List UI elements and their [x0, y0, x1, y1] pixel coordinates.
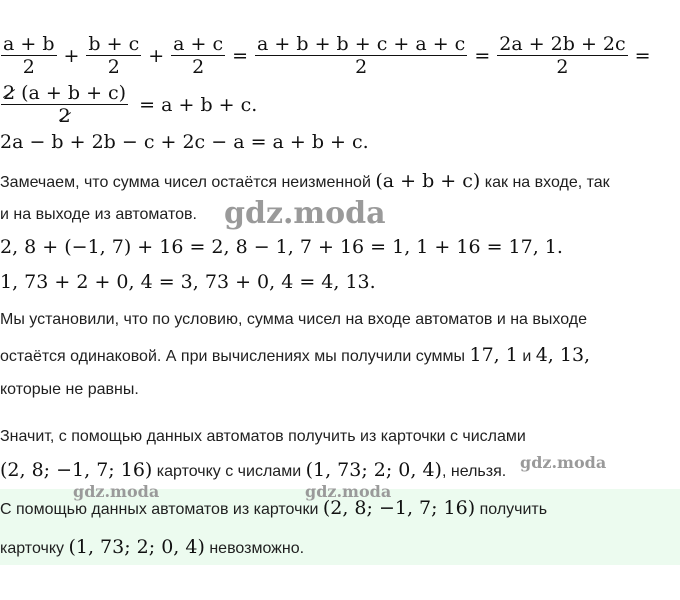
fraction-a-plus-b: $\frac{a + b}{2}$ [3, 33, 55, 78]
fraction-cancelled: $\frac{2 (a + b + c)}{2}$ [3, 82, 127, 127]
fraction-a-plus-c: $\frac{a + c}{2}$ [173, 33, 224, 78]
paragraph-comparison-line1: Мы установили, что по условию, сумма чисел на входе автоматов и на выходе [0, 311, 587, 328]
watermark-small-right: gdz.moda [520, 453, 607, 472]
fraction-doubled: $\frac{2a + 2b + 2c}{2}$ [499, 33, 626, 78]
cancelled-two-denominator: 2 [58, 105, 71, 127]
paragraph-observation: Замечаем, что сумма чисел остаётся неизменной (a + b + c) как на входе, так [0, 170, 610, 192]
equation-second-card-sum: 1, 73 + 2 + 0, 4 = 3, 73 + 0, 4 = 4, 13. [0, 271, 376, 293]
watermark-logo: gdz.moda [224, 196, 386, 231]
equation-sum-fractions: $\frac{a + b}{2}$ + $\frac{b + c}{2}$ + $\frac{a + c}{2}$ = $\frac{a + b + b + c + a + c}{2}$ = $\frac{2a + 2b + 2c}{2}$ = [3, 33, 651, 78]
equation-first-card-sum: 2, 8 + (−1, 7) + 16 = 2, 8 − 1, 7 + 16 = 1, 1 + 16 = 17, 1. [0, 236, 563, 258]
cancelled-two: 2 [3, 82, 16, 104]
paragraph-comparison-line2: остаётся одинаковой. А при вычислениях мы получили суммы 17, 1 и 4, 13, [0, 344, 591, 366]
paragraph-observation-cont: и на выходе из автоматов. [0, 206, 197, 223]
watermark-small-center: gdz.moda [305, 482, 392, 501]
answer-line1: С помощью данных автоматов из карточки (2, 8; −1, 7; 16) получить [0, 497, 548, 519]
paragraph-comparison-line3: которые не равны. [0, 381, 139, 398]
watermark-small-left: gdz.moda [73, 482, 160, 501]
paragraph-conclusion-line2: (2, 8; −1, 7; 16) карточку с числами (1, 73; 2; 0, 4), нельзя. [0, 459, 507, 481]
equation-simplified: 2a − b + 2b − c + 2c − a = a + b + c. [0, 131, 369, 153]
paragraph-conclusion-line1: Значит, с помощью данных автоматов получить из карточки с числами [0, 428, 526, 445]
fraction-b-plus-c: $\frac{b + c}{2}$ [88, 33, 140, 78]
answer-line2: карточку (1, 73; 2; 0, 4) невозможно. [0, 536, 305, 558]
fraction-combined: $\frac{a + b + b + c + a + c}{2}$ [257, 33, 466, 78]
equation-cancelled-fraction: $\frac{2 (a + b + c)}{2}$ = a + b + c. [3, 82, 258, 127]
